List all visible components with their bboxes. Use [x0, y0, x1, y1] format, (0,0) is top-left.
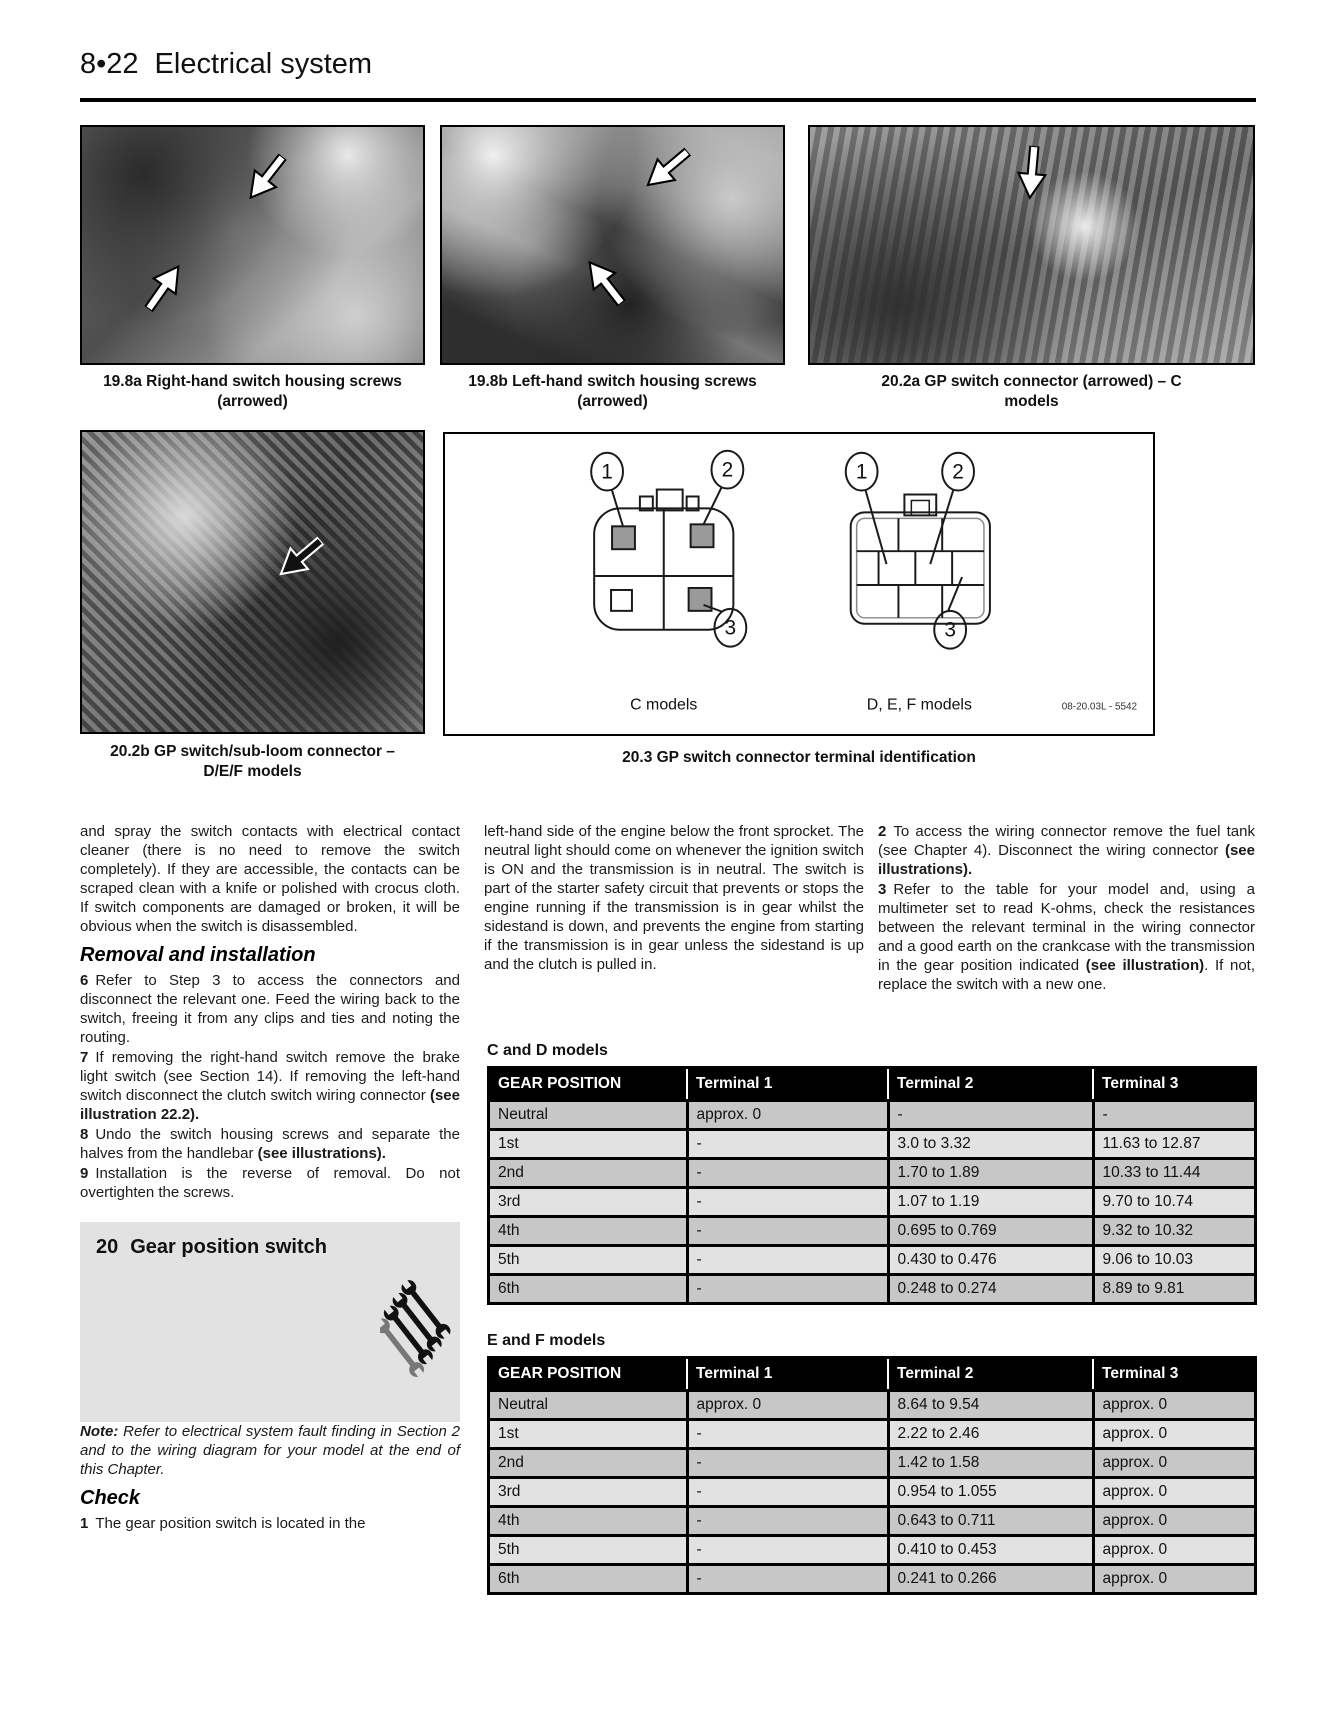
table-header-cell: GEAR POSITION: [489, 1358, 688, 1391]
paragraph-step-2: 2 To access the wiring connector remove the fuel tank (see Chapter 4). Disconnect the wiring connector (see illustrations).: [878, 823, 1255, 878]
table-row: [489, 1420, 1256, 1449]
table-row: [489, 1275, 1256, 1304]
figure-caption: 19.8b Left-hand switch housing screws (arrowed): [468, 373, 757, 410]
table-cell: 0.430 to 0.476: [888, 1246, 1093, 1275]
callout-number: 2: [721, 458, 734, 482]
table-cell: 5th: [489, 1536, 688, 1565]
table-cell: 10.33 to 11.44: [1093, 1159, 1256, 1188]
page-header: [80, 48, 372, 81]
table-cell: approx. 0: [1093, 1478, 1256, 1507]
table-cell: 0.954 to 1.055: [888, 1478, 1093, 1507]
table-cell: 6th: [489, 1565, 688, 1594]
table-cell: 8.89 to 9.81: [1093, 1275, 1256, 1304]
table-row: [489, 1159, 1256, 1188]
figure-caption: 20.3 GP switch connector terminal identification: [622, 749, 976, 766]
def-models-label: D, E, F models: [866, 696, 972, 714]
table-cell: 5th: [489, 1246, 688, 1275]
table-cell: 1st: [489, 1420, 688, 1449]
table-cell: 3rd: [489, 1188, 688, 1217]
table-cell: -: [687, 1449, 888, 1478]
table-row: [489, 1101, 1256, 1130]
table-cell: approx. 0: [1093, 1565, 1256, 1594]
table-cell: 0.241 to 0.266: [888, 1565, 1093, 1594]
chapter-title: Electrical system: [154, 48, 373, 80]
table-cell: -: [687, 1478, 888, 1507]
paragraph-step-9: 9 Installation is the reverse of removal. Do not overtighten the screws.: [80, 1165, 460, 1201]
photo-19-8b: [440, 125, 785, 365]
header-rule: [80, 98, 1256, 102]
table-header-cell: GEAR POSITION: [489, 1068, 688, 1101]
arrow-icon: [133, 254, 193, 319]
table-row: [489, 1449, 1256, 1478]
figure-caption: 20.2a GP switch connector (arrowed) – C models: [881, 373, 1182, 410]
figure-caption: 20.2b GP switch/sub-loom connector – D/E/F models: [110, 743, 395, 780]
paragraph-step-1: 1 The gear position switch is located in the: [80, 1515, 366, 1532]
table-cell: -: [888, 1101, 1093, 1130]
table-row: [489, 1536, 1256, 1565]
pin-1: [612, 526, 635, 549]
table-cell: approx. 0: [1093, 1420, 1256, 1449]
table-header-cell: Terminal 2: [888, 1068, 1093, 1101]
table-title-c-d-models: C and D models: [487, 1042, 608, 1059]
table-cell: 0.248 to 0.274: [888, 1275, 1093, 1304]
arrow-icon: [1012, 145, 1053, 202]
table-cell: Neutral: [489, 1391, 688, 1420]
arrow-icon: [635, 137, 700, 199]
table-cell: 8.64 to 9.54: [888, 1391, 1093, 1420]
paragraph-step-3: 3 Refer to the table for your model and, using a multimeter set to read K-ohms, check the resistances between the relevant terminal in the wiring connector and a good earth on the crankcase with the transmission in the gear position indicated (see illustration). If not, replace the switch with a new one.: [878, 881, 1256, 993]
column-middle: [484, 822, 864, 975]
pin-2: [691, 524, 714, 547]
table-cell: -: [687, 1217, 888, 1246]
table-cell: 1.70 to 1.89: [888, 1159, 1093, 1188]
arrow-icon: [268, 527, 333, 589]
table-row: [489, 1507, 1256, 1536]
paragraph-step-6: 6 Refer to Step 3 to access the connectors and disconnect the relevant one. Feed the wiring back to the switch, freeing it from any clips and ties and noting the routing.: [80, 972, 460, 1046]
table-cell: -: [687, 1159, 888, 1188]
arrow-icon: [575, 250, 637, 315]
table-row: [489, 1391, 1256, 1420]
table-row: [489, 1478, 1256, 1507]
callout-number: 3: [724, 616, 737, 640]
table-cell: 1.07 to 1.19: [888, 1188, 1093, 1217]
table-cell: 4th: [489, 1217, 688, 1246]
table-cell: approx. 0: [687, 1391, 888, 1420]
table-cell: 3rd: [489, 1478, 688, 1507]
table-row: [489, 1130, 1256, 1159]
table-cell: -: [687, 1565, 888, 1594]
table-cell: 4th: [489, 1507, 688, 1536]
section-name: Gear position switch: [130, 1236, 327, 1258]
pin-empty: [611, 590, 632, 611]
table-cell: 1st: [489, 1130, 688, 1159]
table-cell: 2nd: [489, 1449, 688, 1478]
table-title-e-f-models: E and F models: [487, 1332, 606, 1349]
table-row: [489, 1246, 1256, 1275]
table-cell: 9.70 to 10.74: [1093, 1188, 1256, 1217]
check-heading: Check: [80, 1487, 141, 1509]
table-cell: 0.410 to 0.453: [888, 1536, 1093, 1565]
table-cell: -: [687, 1246, 888, 1275]
table-cell: 2.22 to 2.46: [888, 1420, 1093, 1449]
table-cell: approx. 0: [687, 1101, 888, 1130]
table-cell: approx. 0: [1093, 1391, 1256, 1420]
paragraph-step-7: 7 If removing the right-hand switch remove the brake light switch (see Section 14). If removing the left-hand switch disconnect the clutch switch wiring connector (see illustration 22.2).: [80, 1049, 460, 1123]
table-cell: 9.32 to 10.32: [1093, 1217, 1256, 1246]
table-cell: 2nd: [489, 1159, 688, 1188]
table-cell: 6th: [489, 1275, 688, 1304]
photo-19-8a: [80, 125, 425, 365]
connector-body-def: [851, 512, 990, 623]
callout-number: 3: [944, 618, 956, 642]
removal-installation-heading: Removal and installation: [80, 944, 316, 966]
table-cell: 1.42 to 1.58: [888, 1449, 1093, 1478]
c-models-label: C models: [630, 696, 698, 714]
gear-position-table-c-d: [487, 1066, 1257, 1305]
callout-number: 1: [601, 460, 613, 484]
paragraph-step-8: 8 Undo the switch housing screws and separate the halves from the handlebar (see illustrations).: [80, 1126, 460, 1162]
table-cell: -: [687, 1275, 888, 1304]
table-cell: 0.643 to 0.711: [888, 1507, 1093, 1536]
table-cell: -: [687, 1507, 888, 1536]
callout-number: 1: [855, 460, 868, 484]
table-cell: 0.695 to 0.769: [888, 1217, 1093, 1246]
intro-paragraph: and spray the switch contacts with electrical contact cleaner (there is no need to remove the switch completely). If they are accessible, the contacts can be scraped clean with a knife or polished with crocus cloth. If switch components are damaged or broken, it will be obvious when the switch is disassembled.: [80, 823, 460, 935]
intro-paragraph: left-hand side of the engine below the front sprocket. The neutral light should come on whenever the ignition switch is ON and the transmission is in neutral. The switch is part of the starter safety circuit that prevents or stops the engine running if the transmission is in gear whilst the sidestand is down, and prevents the engine from starting if the transmission is in gear unless the sidestand is up and the clutch is pulled in.: [484, 823, 864, 973]
photo-20-2a: [808, 125, 1255, 365]
diagram-ref-code: 08-20.03L - 5542: [1061, 701, 1138, 713]
table-row: [489, 1188, 1256, 1217]
table-row: [489, 1217, 1256, 1246]
table-header-cell: Terminal 3: [1093, 1358, 1256, 1391]
table-header-cell: Terminal 1: [687, 1068, 888, 1101]
gear-position-table-e-f: [487, 1356, 1257, 1595]
section-title: [96, 1238, 460, 1257]
table-header-row: [489, 1358, 1256, 1391]
column-left: [80, 822, 460, 1534]
table-header-cell: Terminal 3: [1093, 1068, 1256, 1101]
arrow-icon: [235, 146, 297, 211]
table-cell: approx. 0: [1093, 1449, 1256, 1478]
page-number: 8•22: [80, 48, 139, 80]
connector-diagram: [443, 432, 1155, 736]
table-cell: 11.63 to 12.87: [1093, 1130, 1256, 1159]
table-cell: approx. 0: [1093, 1507, 1256, 1536]
table-cell: -: [687, 1188, 888, 1217]
table-cell: Neutral: [489, 1101, 688, 1130]
photo-20-2b: [80, 430, 425, 734]
table-cell: -: [1093, 1101, 1256, 1130]
spanner-icon: [380, 1270, 454, 1398]
section-number: 20: [96, 1236, 119, 1258]
callout-number: 2: [952, 460, 964, 484]
figure-caption: 19.8a Right-hand switch housing screws (arrowed): [103, 373, 402, 410]
table-cell: -: [687, 1536, 888, 1565]
table-header-row: [489, 1068, 1256, 1101]
table-row: [489, 1565, 1256, 1594]
table-cell: approx. 0: [1093, 1536, 1256, 1565]
table-cell: -: [687, 1420, 888, 1449]
table-header-cell: Terminal 1: [687, 1358, 888, 1391]
note-paragraph: Note: Refer to electrical system fault finding in Section 2 and to the wiring diagram for your model at the end of this Chapter.: [80, 1423, 460, 1478]
column-right: [878, 822, 1255, 995]
connector-tab: [657, 490, 683, 511]
table-cell: -: [687, 1130, 888, 1159]
table-cell: 9.06 to 10.03: [1093, 1246, 1256, 1275]
section-20-box: [80, 1222, 460, 1422]
table-cell: 3.0 to 3.32: [888, 1130, 1093, 1159]
connector-diagram-svg: [445, 434, 1153, 734]
table-header-cell: Terminal 2: [888, 1358, 1093, 1391]
